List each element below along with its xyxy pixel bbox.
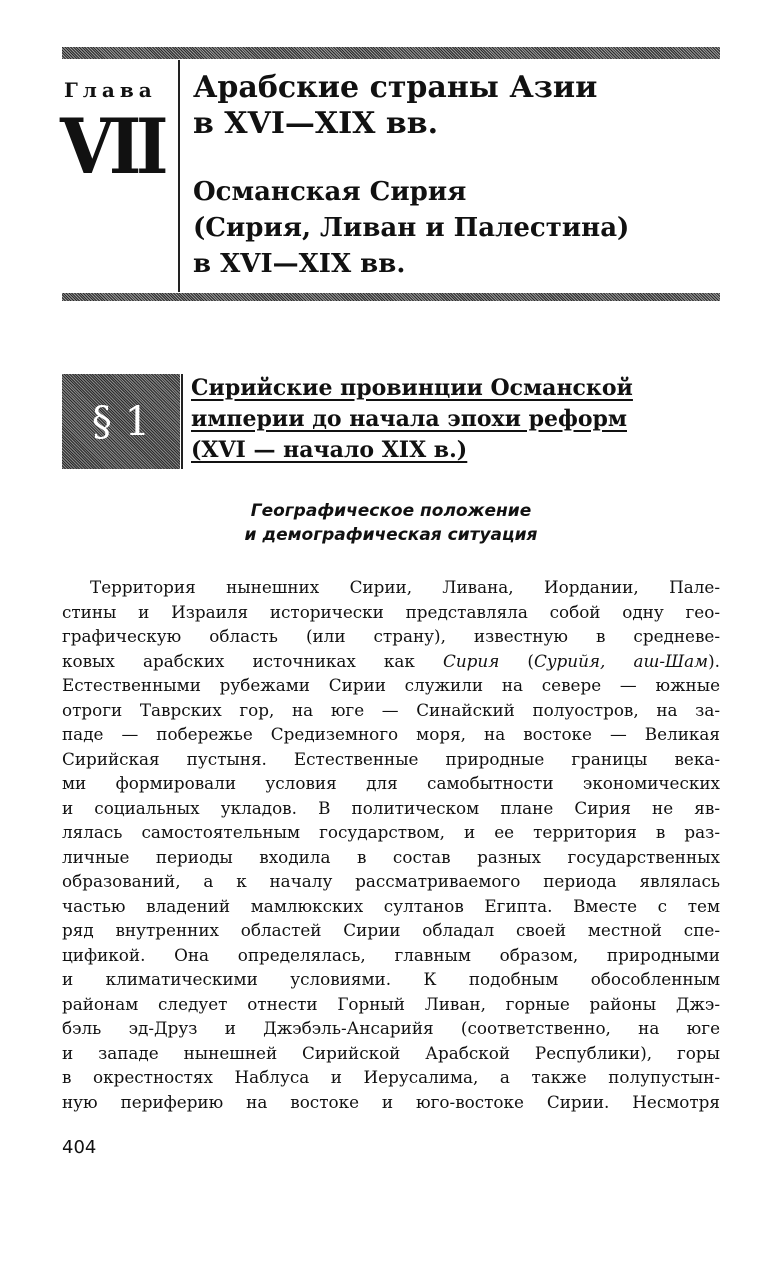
italic-term: Сирия (443, 650, 500, 671)
chapter-title-line: Арабские страны Азии (193, 70, 598, 105)
chapter-label: Глава (64, 78, 157, 102)
chapter-subtitle-line: в XVI—XIX вв. (193, 249, 406, 279)
subheading (62, 499, 720, 547)
chapter-divider (178, 60, 180, 292)
body-line: частью владений мамлюкских султанов Египта. Вместе с тем (62, 895, 720, 916)
body-line: бэль эд-Друз и Джэбэль-Ансарийя (соответственно, на юге (62, 1018, 720, 1038)
top-decorative-rule (62, 47, 720, 59)
page-number: 404 (62, 1137, 97, 1158)
section-title-line: империи до начала эпохи реформ (191, 406, 627, 432)
body-line: ми формировали условия для самобытности экономических (62, 773, 720, 793)
body-line: Территория нынешних Сирии, Ливана, Иордании, Пале- (90, 577, 720, 597)
body-line: Естественными рубежами Сирии служили на севере — южные (62, 675, 720, 695)
section-divider (181, 374, 183, 469)
body-line: стины и Израиля исторически представляла собой одну гео- (62, 601, 720, 622)
body-line: Сирийская пустыня. Естественные природные границы века- (62, 748, 720, 769)
chapter-title-line: в XVI—XIX вв. (193, 106, 439, 141)
section-title-line: (XVI — начало XIX в.) (191, 437, 468, 463)
subheading-line: и демографическая ситуация (244, 525, 538, 545)
body-line: в окрестностях Наблуса и Иерусалима, а также полупустын- (62, 1067, 720, 1087)
chapter-subtitle-line: (Сирия, Ливан и Палестина) (193, 213, 630, 243)
body-line: личные периоды входила в состав разных государственных (62, 846, 720, 867)
body-text-fragment: ковых арабских источниках как (62, 650, 444, 671)
body-line: ряд внутренних областей Сирии обладал своей местной спе- (62, 920, 720, 940)
section-title (191, 373, 716, 466)
subheading-line: Географическое положение (250, 501, 532, 521)
body-line: лялась самостоятельным государством, и ее территория в раз- (62, 822, 720, 842)
italic-term: Сурийя, аш-Шам (533, 650, 709, 671)
body-line (62, 649, 720, 674)
body-line: районам следует отнести Горный Ливан, горные районы Джэ- (62, 993, 720, 1014)
body-line: ную периферию на востоке и юго-востоке Сирии. Несмотря (62, 1091, 720, 1112)
body-text-fragment: ). (708, 650, 720, 671)
body-line: графическую область (или страну), известную в средневе- (62, 626, 720, 646)
body-line: паде — побережье Средиземного моря, на востоке — Великая (62, 724, 720, 744)
body-line: образований, а к началу рассматриваемого периода являлась (62, 871, 720, 891)
body-text-fragment: ( (499, 650, 534, 671)
section-number-box (62, 374, 180, 469)
body-line: и социальных укладов. В политическом плане Сирия не яв- (62, 797, 720, 818)
chapter-title (193, 70, 713, 142)
section-title-line: Сирийские провинции Османской (191, 375, 633, 401)
chapter-subtitle-line: Османская Сирия (193, 177, 467, 207)
chapter-subtitle (193, 174, 713, 282)
body-paragraph (62, 575, 720, 1114)
body-line: и климатическими условиями. К подобным обособленным (62, 969, 720, 989)
bottom-decorative-rule (62, 293, 720, 301)
body-line: отроги Таврских гор, на юге — Синайский полуостров, на за- (62, 699, 720, 720)
body-line: цификой. Она определялась, главным образом, природными (62, 944, 720, 965)
chapter-numeral: VII (60, 102, 164, 191)
body-line: и западе нынешней Сирийской Арабской Республики), горы (62, 1042, 720, 1063)
section-mark: § 1 (91, 398, 151, 445)
